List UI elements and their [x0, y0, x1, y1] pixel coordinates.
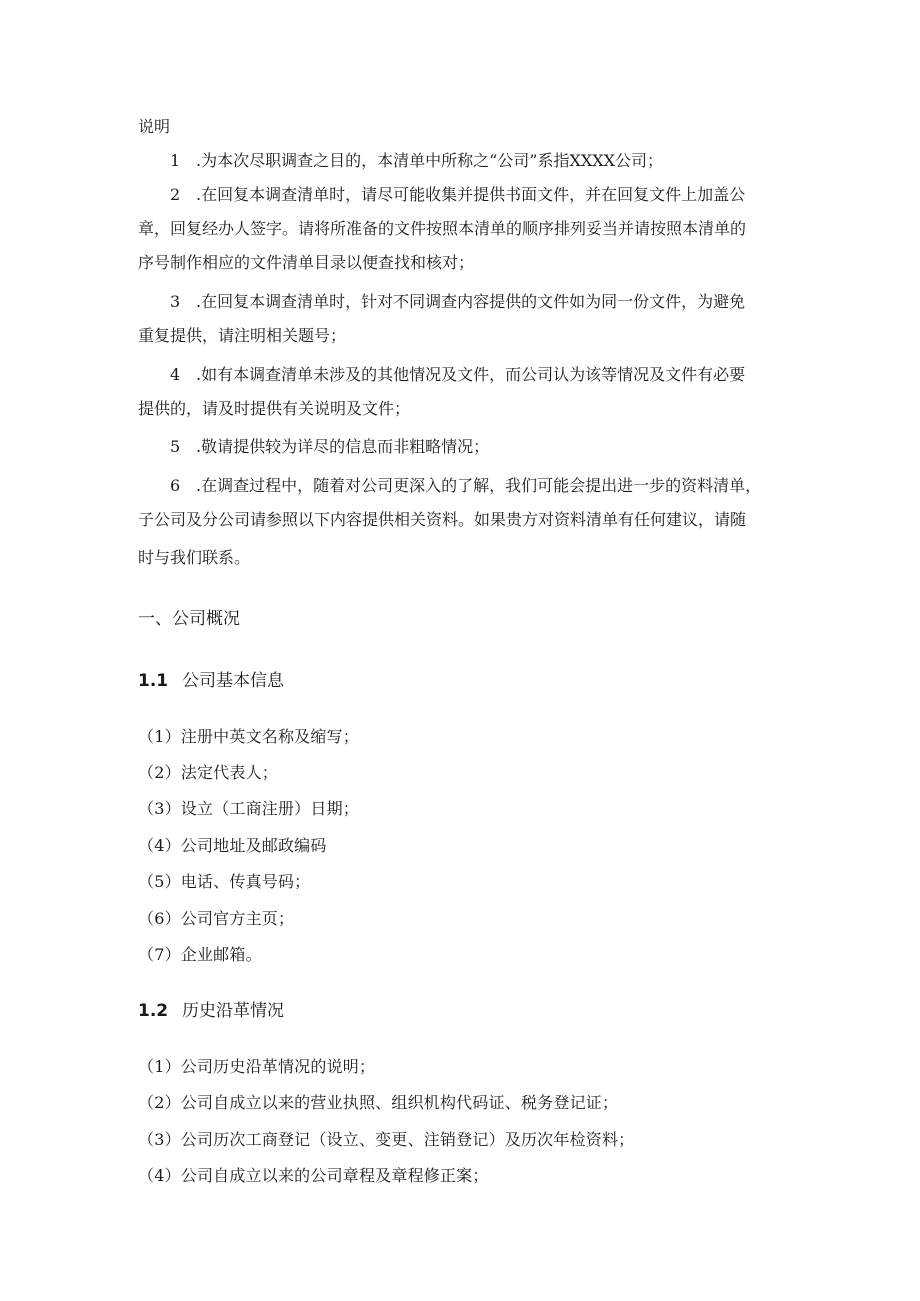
list-item: （3）设立（工商注册）日期；: [138, 799, 359, 818]
note-6-number: 6: [170, 476, 181, 495]
list-item: （1）注册中英文名称及缩写；: [138, 727, 359, 746]
note-4-number: 4: [170, 365, 181, 384]
note-2-line-2: 章，回复经办人签字。请将所准备的文件按照本清单的顺序排列妥当并请按照本清单的: [138, 219, 747, 238]
note-4-line-1: 4 .如有本调查清单未涉及的其他情况及文件，而公司认为该等情况及文件有必要: [170, 365, 746, 384]
list-item: （7）企业邮箱。: [138, 945, 262, 964]
list-item: （4）公司自成立以来的公司章程及章程修正案；: [138, 1166, 489, 1185]
note-3-line-2: 重复提供，请注明相关题号；: [138, 326, 347, 345]
list-item: （3）公司历次工商登记（设立、变更、注销登记）及历次年检资料；: [138, 1130, 635, 1149]
list-item: （1）公司历史沿革情况的说明；: [138, 1057, 376, 1076]
note-3-line-1: 3 .在回复本调查清单时，针对不同调查内容提供的文件如为同一份文件，为避免: [170, 292, 746, 311]
note-4-line-2: 提供的，请及时提供有关说明及文件；: [138, 399, 411, 418]
subsection-1-2-title: 历史沿革情况: [182, 1001, 284, 1021]
note-1-number: 1: [170, 151, 181, 170]
note-5-line-1: 5 .敬请提供较为详尽的信息而非粗略情况；: [170, 437, 490, 456]
subsection-1-2-number: 1.2: [138, 1001, 169, 1021]
subsection-1-1-heading: [138, 671, 284, 691]
note-3-number: 3: [170, 292, 181, 311]
section-1-heading: 一、公司概况: [138, 609, 240, 629]
note-6-line-1: 6 .在调查过程中，随着对公司更深入的了解，我们可能会提出进一步的资料清单，: [170, 476, 762, 495]
note-6-line-3: 时与我们联系。: [138, 548, 251, 567]
list-item: （4）公司地址及邮政编码: [138, 836, 327, 855]
subsection-1-1-title: 公司基本信息: [182, 671, 284, 691]
list-item: （6）公司官方主页；: [138, 909, 295, 928]
list-item: （2）公司自成立以来的营业执照、组织机构代码证、税务登记证；: [138, 1093, 619, 1112]
note-1-line-1: 1 .为本次尽职调查之目的，本清单中所称之“公司”系指XXXX公司；: [170, 151, 664, 170]
subsection-1-1-number: 1.1: [138, 671, 169, 691]
note-6-line-2: 子公司及分公司请参照以下内容提供相关资料。如果贵方对资料清单有任何建议，请随: [138, 510, 747, 529]
note-2-line-1: 2 .在回复本调查清单时，请尽可能收集并提供书面文件，并在回复文件上加盖公: [170, 185, 746, 204]
note-2-number: 2: [170, 185, 181, 204]
note-2-line-3: 序号制作相应的文件清单目录以便查找和核对；: [138, 253, 475, 272]
list-item: （5）电话、传真号码；: [138, 872, 311, 891]
subsection-1-2-heading: [138, 1001, 284, 1021]
intro-title: 说明: [138, 117, 171, 136]
list-item: （2）法定代表人；: [138, 763, 278, 782]
note-5-number: 5: [170, 437, 181, 456]
